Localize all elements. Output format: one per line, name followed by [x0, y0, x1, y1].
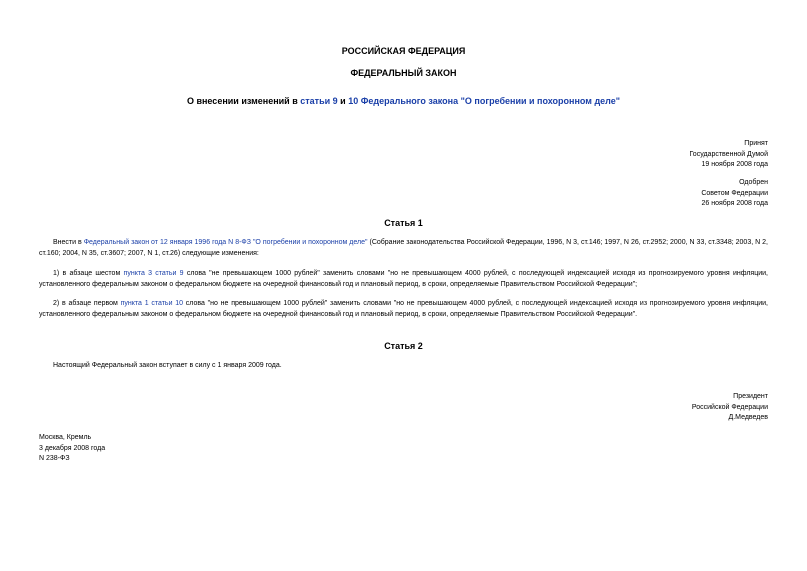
- doc-type-heading: ФЕДЕРАЛЬНЫЙ ЗАКОН: [350, 68, 457, 78]
- article-1-heading: Статья 1: [384, 218, 423, 228]
- item-2-text-1: 2) в абзаце первом: [53, 300, 121, 307]
- intro-text-1: Внести в: [53, 239, 84, 246]
- signature-line-1: Президент: [733, 393, 768, 400]
- item-2-link[interactable]: пункта 1 статьи 10: [120, 300, 184, 307]
- footer-number: N 238-ФЗ: [39, 455, 70, 462]
- article-1-intro: [39, 237, 768, 259]
- title-text-2: и: [337, 96, 349, 106]
- article-2-text: Настоящий Федеральный закон вступает в силу с 1 января 2009 года.: [53, 362, 282, 369]
- item-1-link[interactable]: пункта 3 статьи 9: [123, 270, 184, 277]
- law-title: [0, 96, 807, 106]
- item-1-text-1: 1) в абзаце шестом: [53, 270, 124, 277]
- title-link-article-9[interactable]: статьи 9: [300, 96, 338, 106]
- adopted-line-1: Принят: [744, 140, 768, 147]
- article-2-heading: Статья 2: [384, 341, 423, 351]
- adopted-line-3: 19 ноября 2008 года: [701, 161, 768, 168]
- federal-law-link[interactable]: Федеральный закон от 12 января 1996 года N 8-ФЗ "О погребении и похоронном деле": [83, 239, 368, 246]
- title-link-article-10[interactable]: 10 Федерального закона "О погребении и похоронном деле": [348, 96, 621, 106]
- country-heading: РОССИЙСКАЯ ФЕДЕРАЦИЯ: [341, 46, 466, 56]
- approved-line-2: Советом Федерации: [701, 189, 768, 197]
- approved-block: [701, 178, 768, 210]
- footer-block: [39, 433, 105, 465]
- approved-line-3: 26 ноября 2008 года: [701, 200, 768, 207]
- intro-text-2: (Собрание законодательства Российской Федерации, 1996, N 3, ст.146; 1997, N 26, ст.2952; 2000, N 33, ст.3348; 2003, N 2, ст.160; 2004, N 35, ст.3607; 2007, N 1, ст.26) следующие изменения:: [39, 239, 769, 257]
- adopted-line-2: Государственной Думой: [689, 150, 768, 158]
- footer-place: Москва, Кремль: [39, 434, 92, 441]
- title-text-1: О внесении изменений в: [186, 96, 301, 106]
- footer-date: 3 декабря 2008 года: [39, 444, 106, 452]
- article-1-item-1: [39, 268, 768, 290]
- signature-line-2: Российской Федерации: [691, 403, 768, 411]
- item-2-text-2: слова "но не превышающем 1000 рублей" заменить словами "но не превышающем 4000 рублей, с последующей индексацией исходя из прогнозируемого уровня инфляции, установленного федеральным законом о федеральном бюджете на очередной финансовый год и плановый период, в сроки, определяемые Правительством Российской Федерации".: [39, 300, 768, 318]
- item-1-text-2: слова "не превышающем 1000 рублей" заменить словами "но не превышающем 4000 рублей, с последующей индексацией исходя из прогнозируемого уровня инфляции, установленного федеральным законом о федеральном бюджете на очередной финансовый год и плановый период, в сроки, определяемые Правительством Российской Федерации";: [39, 270, 768, 288]
- signature-line-3: Д.Медведев: [728, 414, 768, 421]
- article-1-item-2: [39, 298, 768, 320]
- adopted-block: [689, 139, 768, 171]
- signature-block: [692, 392, 768, 424]
- approved-line-1: Одобрен: [739, 179, 768, 186]
